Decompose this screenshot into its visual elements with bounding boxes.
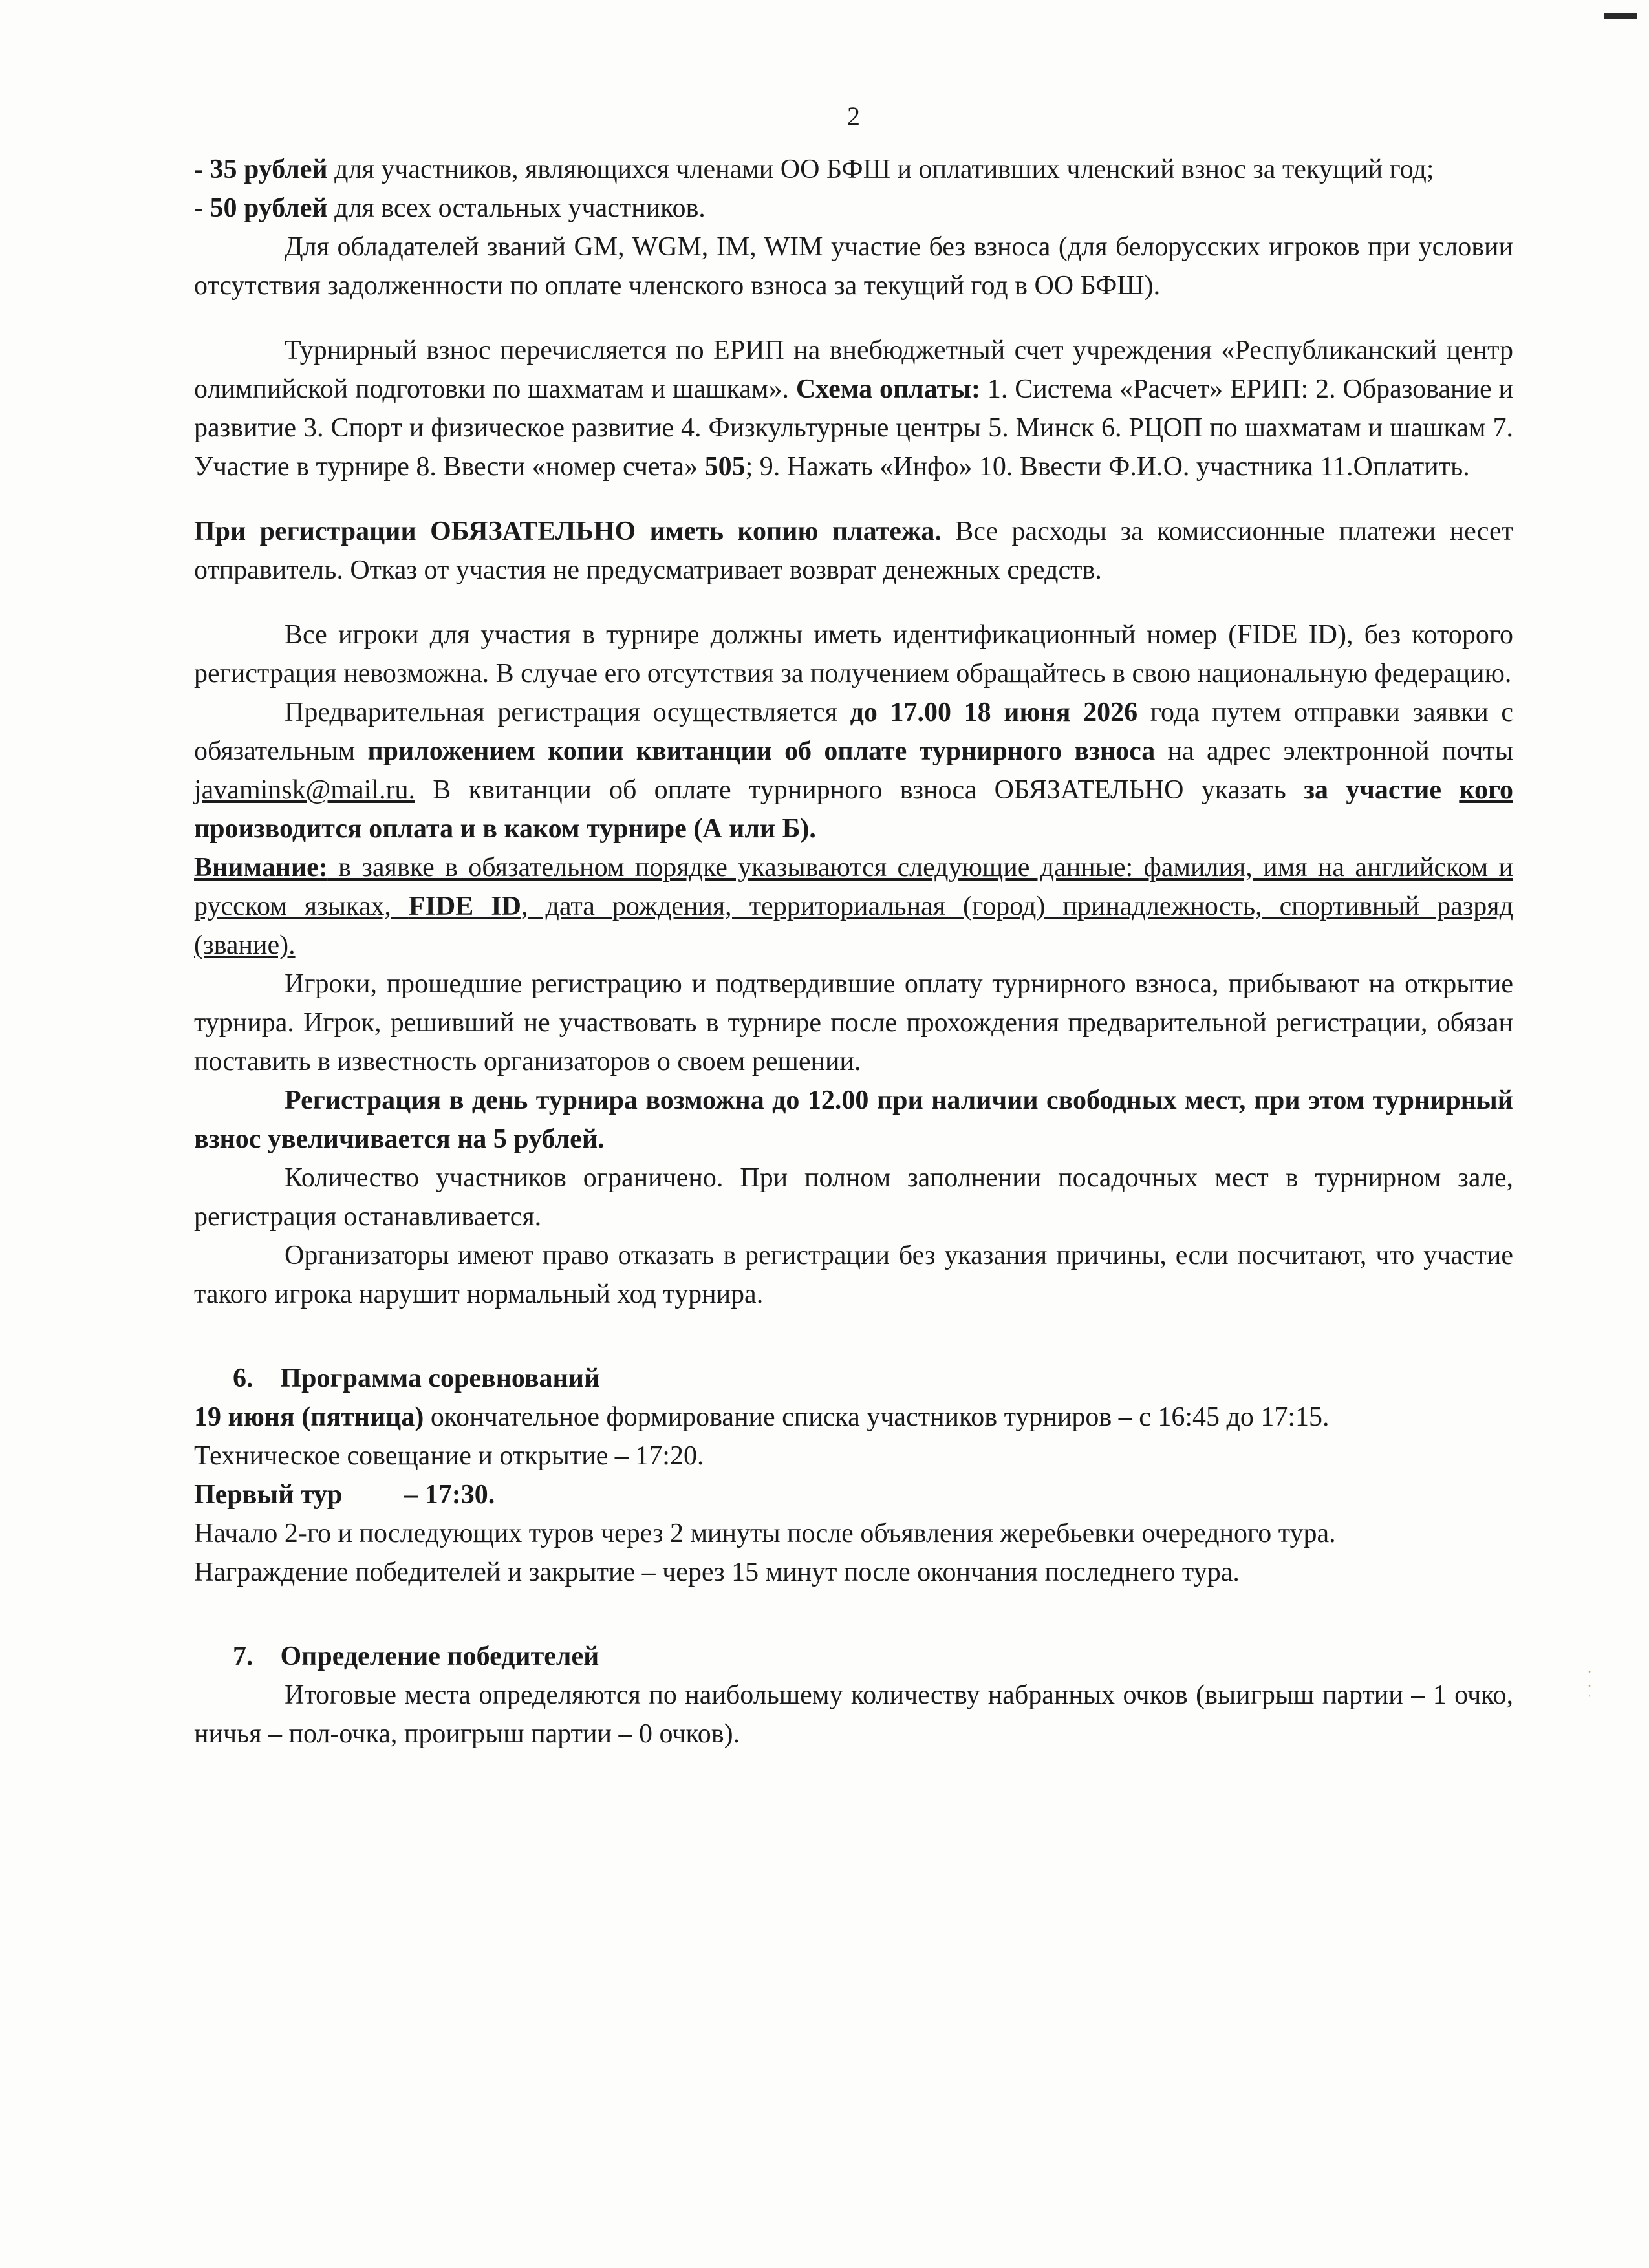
fee-line-others: - 50 рублей для всех остальных участников.	[194, 193, 706, 223]
payment-paragraph: Турнирный взнос перечисляется по ЕРИП на внебюджетный счет учреждения «Республиканский центр олимпийской подготовки по шахматам и шашкам». Схема оплаты: 1. Система «Расчет» ЕРИП: 2. Образование и развитие 3. Спорт и физическое развитие 4. Физкультурные центры 5. Минск 6. РЦОП по шахматам и шашкам 7. Участие в турнире 8. Ввести «номер счета» 505; 9. Нажать «Инфо» 10. Ввести Ф.И.О. участника 11.Оплатить.	[194, 336, 1513, 482]
page-number: 2	[847, 102, 860, 131]
day-registration-paragraph: Регистрация в день турнира возможна до 12.00 при наличии свободных мест, при этом турнирный взнос увеличивается на 5 рублей.	[194, 1086, 1513, 1154]
scan-speck: · · ˙	[1587, 1664, 1592, 1708]
titled-players-note: Для обладателей званий GM, WGM, IM, WIM участие без взноса (для белорусских игроков при условии отсутствия задолженности по оплате членского взноса за текущий год в ОО БФШ).	[194, 232, 1513, 301]
attention-paragraph: Внимание: в заявке в обязательном порядке указываются следующие данные: фамилия, имя на английском и русском языках, FIDE ID, дата рождения, территориальная (город) принадлежность, спортивный разряд (звание).	[194, 853, 1513, 960]
fide-id-note: Все игроки для участия в турнире должны иметь идентификационный номер (FIDE ID), без которого регистрация невозможна. В случае его отсутствия за получением обращайтесь в свою национальную федерацию.	[194, 620, 1513, 689]
section-7-title: 7. Определение победителей	[233, 1642, 599, 1671]
payment-copy-notice: При регистрации ОБЯЗАТЕЛЬНО иметь копию платежа. Все расходы за комиссионные платежи несет отправитель. Отказ от участия не предусматривает возврат денежных средств.	[194, 517, 1513, 585]
participant-limit-paragraph: Количество участников ограничено. При полном заполнении посадочных мест в турнирном зале, регистрация останавливается.	[194, 1163, 1513, 1232]
scan-edge-mark	[1604, 13, 1637, 19]
schedule-meeting-line: Техническое совещание и открытие – 17:20.	[194, 1441, 704, 1471]
document-page	[194, 97, 1513, 1753]
winners-paragraph: Итоговые места определяются по наибольшему количеству набранных очков (выигрыш партии – 1 очко, ничья – пол-очка, проигрыш партии – 0 очков).	[194, 1680, 1513, 1749]
email-link[interactable]: javaminsk@mail.ru.	[194, 775, 415, 805]
fee-line-members: - 35 рублей для участников, являющихся членами ОО БФШ и оплативших членский взнос за текущий год;	[194, 155, 1434, 184]
schedule-closing-line: Награждение победителей и закрытие – через 15 минут после окончания последнего тура.	[194, 1557, 1240, 1587]
refusal-paragraph: Организаторы имеют право отказать в регистрации без указания причины, если посчитают, что участие такого игрока нарушит нормальный ход турнира.	[194, 1241, 1513, 1309]
section-6-title: 6. Программа соревнований	[233, 1364, 600, 1393]
schedule-round1-line: Первый тур – 17:30.	[194, 1480, 495, 1510]
preregistration-paragraph: Предварительная регистрация осуществляется до 17.00 18 июня 2026 года путем отправки заявки с обязательным приложением копии квитанции об оплате турнирного взноса на адрес электронной почты javaminsk@mail.ru. В квитанции об оплате турнирного взноса ОБЯЗАТЕЛЬНО указать за участие кого производится оплата и в каком турнире (А или Б).	[194, 698, 1513, 844]
schedule-next-rounds-line: Начало 2-го и последующих туров через 2 минуты после объявления жеребьевки очередного тура.	[194, 1519, 1336, 1548]
schedule-day-line: 19 июня (пятница) окончательное формирование списка участников турниров – с 16:45 до 17:15.	[194, 1402, 1330, 1432]
arrival-paragraph: Игроки, прошедшие регистрацию и подтвердившие оплату турнирного взноса, прибывают на открытие турнира. Игрок, решивший не участвовать в турнире после прохождения предварительной регистрации, обязан поставить в известность организаторов о своем решении.	[194, 969, 1513, 1076]
